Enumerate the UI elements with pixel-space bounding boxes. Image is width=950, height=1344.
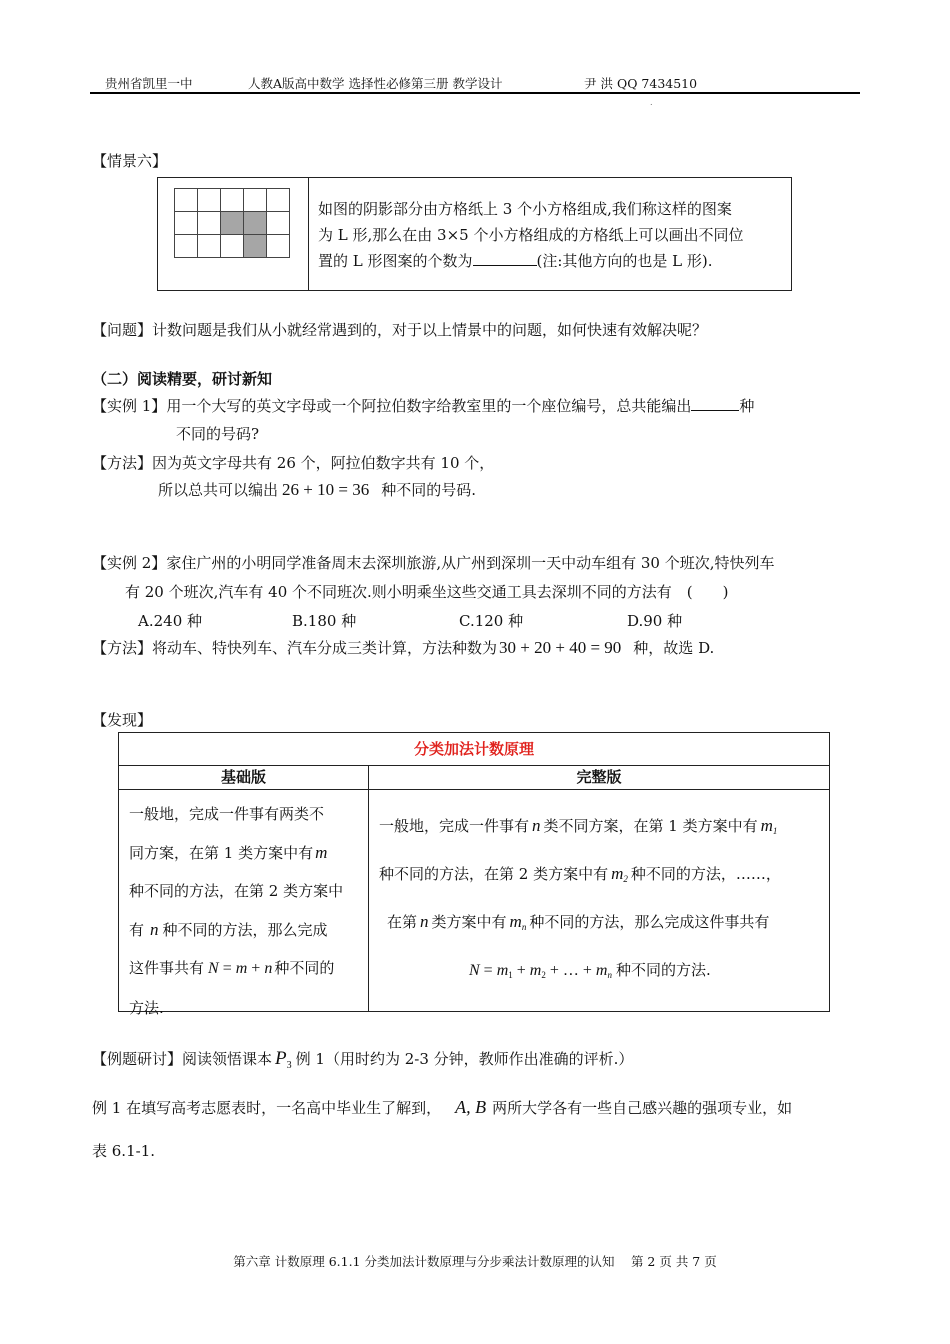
example1-method-line2a: 所以总共可以编出 xyxy=(158,481,279,499)
grid-cell-shaded xyxy=(244,235,267,258)
header-rule xyxy=(90,92,860,94)
example1-blank[interactable] xyxy=(691,396,739,411)
example2-method-label: 【方法】 xyxy=(92,639,153,657)
scene6-line2: 为 L 形,那么在由 3×5 个小方格组成的方格纸上可以画出不同位 xyxy=(318,226,744,244)
table-divider xyxy=(368,765,369,1011)
scene6-line3a: 置的 L 形图案的个数为 xyxy=(318,252,473,270)
scene6-line3 xyxy=(318,248,788,274)
grid-cell xyxy=(175,212,198,235)
col-basic-header: 基础版 xyxy=(119,765,368,790)
example2-formula: 30 + 20 + 40 = 90 xyxy=(499,638,622,657)
example1-method-line1: 因为英文字母共有 26 个，阿拉伯数字共有 10 个， xyxy=(152,454,495,472)
grid-cell-shaded xyxy=(244,212,267,235)
example1-method-line2b: 种不同的号码. xyxy=(381,481,476,499)
ex1-line2: 表 6.1-1. xyxy=(92,1142,156,1160)
question-text: 计数问题是我们从小就经常遇到的，对于以上情景中的问题，如何快速有效解决呢？ xyxy=(152,321,708,339)
example1-line1 xyxy=(92,396,754,416)
header-book: 人教A版高中数学 选择性必修第三册 教学设计 xyxy=(248,76,503,91)
var-m1: $m_1$ xyxy=(760,816,778,836)
answer-blank[interactable] xyxy=(473,251,537,266)
page-ref-sub: 3 xyxy=(286,1060,292,1071)
grid-cell xyxy=(221,235,244,258)
example1-formula: 26 + 10 = 36 xyxy=(282,480,370,499)
full-row2: 种不同的方法，在第 2 类方案中有 $m_2$ 种不同的方法，……， xyxy=(379,864,781,884)
var-m: m xyxy=(315,842,328,862)
scene6-line1: 如图的阴影部分由方格纸上 3 个小方格组成,我们称这样的图案 xyxy=(318,200,732,218)
example2-method xyxy=(92,638,714,658)
basic-line: 一般地，完成一件事有两类不 xyxy=(129,805,325,823)
col-full-header: 完整版 xyxy=(369,765,829,790)
basic-version-text xyxy=(129,795,361,1027)
example2-label: 【实例 2】 xyxy=(92,554,167,572)
principle-table-title: 分类加法计数原理 xyxy=(119,733,829,766)
l-shape-grid xyxy=(174,188,290,258)
example1-label: 【实例 1】 xyxy=(92,397,167,415)
study-text-b: 例 1（用时约为 2-3 分钟，教师作出准确的评析.） xyxy=(295,1050,634,1068)
example2-method-a: 将动车、特快列车、汽车分成三类计算，方法种数为 xyxy=(152,639,498,657)
grid-cell xyxy=(267,212,290,235)
full-row1: 一般地，完成一件事有 n 类不同方案，在第 1 类方案中有 $m_1$ xyxy=(379,816,778,836)
full-row3: 在第 n 类方案中有 $m_n$ 种不同的方法，那么完成这件事共有 xyxy=(387,912,770,932)
scene6-text xyxy=(318,196,788,274)
principle-table xyxy=(118,732,830,1017)
grid-cell xyxy=(198,189,221,212)
grid-cell xyxy=(267,189,290,212)
example1-method-line2 xyxy=(158,480,476,500)
scene6-divider xyxy=(308,178,309,290)
grid-cell xyxy=(267,235,290,258)
scene6-line3b: (注:其他方向的也是 L 形). xyxy=(536,252,713,270)
option-c: C.120 种 xyxy=(459,612,524,630)
footer: 第六章 计数原理 6.1.1 分类加法计数原理与分步乘法计数原理的认知 第 2 页 共 7 页 xyxy=(233,1254,717,1269)
basic-line: 同方案，在第 1 类方案中有 m xyxy=(129,842,328,862)
example1-method-label: 【方法】 xyxy=(92,454,153,472)
grid-cell xyxy=(175,189,198,212)
grid-cell xyxy=(198,235,221,258)
study-line xyxy=(92,1049,633,1076)
example2-method-b: 种，故选 D. xyxy=(633,639,715,657)
grid-cell-shaded xyxy=(221,212,244,235)
var-n: n xyxy=(420,912,429,931)
scene6-label: 【情景六】 xyxy=(92,152,168,170)
basic-line: 这件事共有 N = m + n 种不同的 xyxy=(129,959,335,977)
grid-cell xyxy=(198,212,221,235)
option-a: A.240 种 xyxy=(138,612,202,630)
grid-cell xyxy=(175,235,198,258)
example1-text1a: 用一个大写的英文字母或一个阿拉伯数字给教室里的一个座位编号，总共能编出 xyxy=(166,397,692,415)
header-author: 尹 洪 QQ 7434510 xyxy=(584,76,698,91)
scene6-box xyxy=(157,177,792,291)
basic-line: 种不同的方法，在第 2 类方案中 xyxy=(129,882,344,900)
example2-line2: 有 20 个班次,汽车有 40 个不同班次.则小明乘坐这些交通工具去深圳不同的方法有 ( ) xyxy=(125,583,729,601)
full-formula: $N = m_1 + m_2$ + … + $m_n$ xyxy=(469,962,612,980)
header-dot: . xyxy=(650,98,653,107)
ex1-vars: A, B xyxy=(455,1097,487,1117)
var-mn: $m_n$ xyxy=(509,912,527,932)
ex1-text-a: 例 1 在填写高考志愿表时，一名高中毕业生了解到， xyxy=(92,1099,442,1117)
basic-line: 有 n 种不同的方法，那么完成 xyxy=(129,919,328,939)
option-d: D.90 种 xyxy=(627,612,683,630)
var-n: n xyxy=(150,919,159,939)
study-label: 【例题研讨】 xyxy=(92,1050,183,1068)
example1-text1b: 种 xyxy=(739,397,755,415)
grid-cell xyxy=(244,189,267,212)
var-m2: $m_2$ xyxy=(611,864,628,884)
example2-line1 xyxy=(92,553,774,573)
question xyxy=(92,320,707,340)
ex1-line1 xyxy=(92,1097,792,1118)
page-ref: P xyxy=(275,1048,287,1069)
study-text-a: 阅读领悟课本 xyxy=(182,1050,273,1068)
question-label: 【问题】 xyxy=(92,321,153,339)
var-n: n xyxy=(532,816,541,835)
full-row4: $N = m_1 + m_2$ + … + $m_n$ 种不同的方法. xyxy=(469,961,711,980)
ex1-text-b: 两所大学各有一些自己感兴趣的强项专业，如 xyxy=(492,1099,793,1117)
option-b: B.180 种 xyxy=(292,612,357,630)
example1-method xyxy=(92,453,494,473)
basic-formula: N = m + n xyxy=(208,960,273,977)
grid-cell xyxy=(221,189,244,212)
basic-line: 方法. xyxy=(129,998,164,1017)
header-school: 贵州省凯里一中 xyxy=(105,76,193,91)
example1-line2: 不同的号码? xyxy=(176,425,260,443)
section2-title: （二）阅读精要，研讨新知 xyxy=(92,370,273,388)
discovery-label: 【发现】 xyxy=(92,711,153,729)
example2-text1: 家住广州的小明同学准备周末去深圳旅游,从广州到深圳一天中动车组有 30 个班次,特快列车 xyxy=(166,554,775,572)
